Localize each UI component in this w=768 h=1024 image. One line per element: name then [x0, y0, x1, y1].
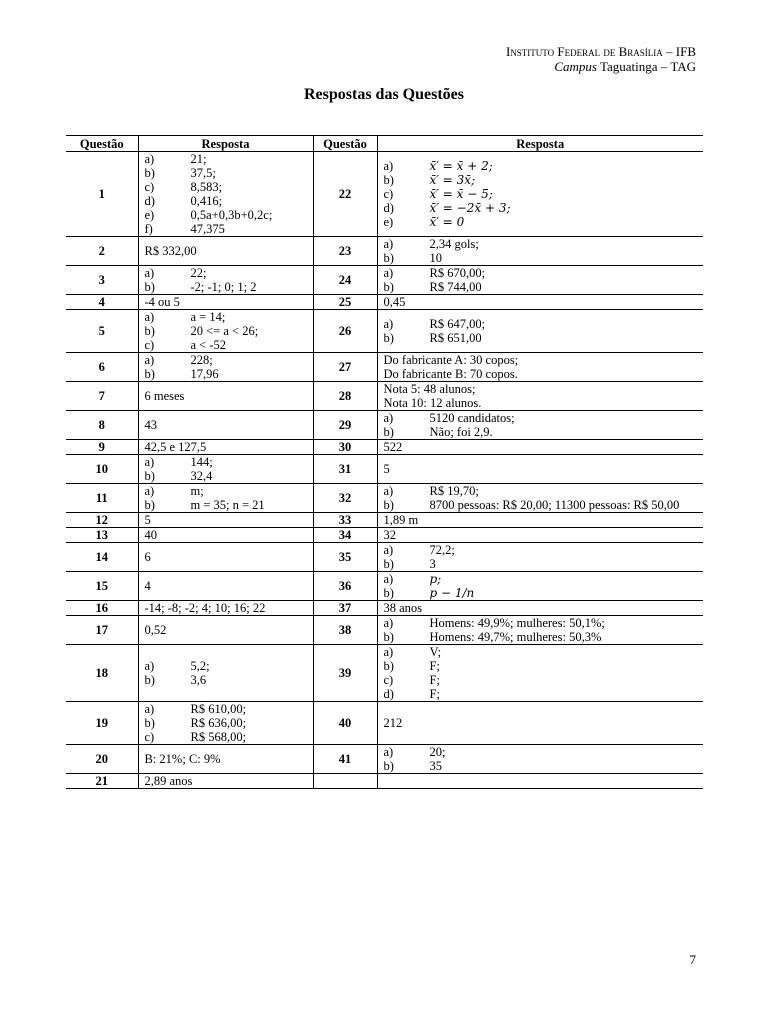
- question-number: 7: [66, 382, 138, 411]
- table-row: [66, 543, 703, 572]
- answer-line: [145, 194, 313, 208]
- answer-line: Do fabricante A: 30 copos;: [383, 353, 519, 367]
- answer-line: [384, 687, 704, 701]
- answer-value: p;: [429, 572, 442, 586]
- answer-value: Homens: 49,7%; mulheres: 50,3%: [429, 630, 602, 644]
- question-number: 32: [313, 484, 377, 513]
- answer-letter: e): [144, 208, 155, 222]
- answer-value: m = 35; n = 21: [190, 498, 265, 512]
- answer-line: [145, 484, 313, 498]
- table-row: [66, 152, 703, 237]
- table-header-row: [66, 136, 703, 152]
- answer-letter: b): [144, 673, 155, 687]
- answer-letter: b): [144, 498, 155, 512]
- question-number: 28: [313, 382, 377, 411]
- answer-letter: b): [383, 331, 394, 345]
- answer-cell: 6 meses: [138, 382, 313, 411]
- answer-line: [145, 166, 313, 180]
- question-number: 38: [313, 616, 377, 645]
- answer-line: Do fabricante B: 70 copos.: [383, 367, 518, 381]
- answer-letter: a): [144, 702, 155, 716]
- answer-cell: 212: [377, 702, 703, 745]
- answer-letter: a): [144, 484, 155, 498]
- answer-letter: c): [383, 187, 394, 201]
- answer-line: [145, 469, 313, 483]
- answer-letter: d): [383, 687, 394, 701]
- answer-letter: b): [144, 166, 155, 180]
- answer-letter: b): [144, 324, 155, 338]
- table-row: [66, 310, 703, 353]
- answer-line: [145, 455, 313, 469]
- page-number: 7: [689, 952, 696, 967]
- answer-cell: [138, 702, 313, 745]
- answer-line: [145, 208, 313, 222]
- answer-cell: 5: [138, 513, 313, 528]
- answer-value: Não; foi 2,9.: [429, 425, 493, 439]
- answer-value: 2,34 gols;: [429, 237, 479, 251]
- answer-cell: [377, 310, 703, 353]
- question-number: 39: [313, 645, 377, 702]
- answer-cell: [377, 152, 703, 237]
- answer-line: [384, 280, 704, 294]
- question-number: 13: [66, 528, 138, 543]
- answer-cell: 6: [138, 543, 313, 572]
- table-row: [66, 455, 703, 484]
- question-number: 27: [313, 353, 377, 382]
- answer-cell: B: 21%; C: 9%: [138, 745, 313, 774]
- answer-letter: a): [383, 484, 394, 498]
- question-number: 17: [66, 616, 138, 645]
- answer-value: 35: [429, 759, 442, 773]
- question-number: 6: [66, 353, 138, 382]
- answer-cell: [377, 572, 703, 601]
- question-number: 35: [313, 543, 377, 572]
- question-number: 19: [66, 702, 138, 745]
- answer-letter: a): [383, 745, 394, 759]
- answer-letter: c): [144, 730, 155, 744]
- question-number: 1: [66, 152, 138, 237]
- answer-value: Homens: 49,9%; mulheres: 50,1%;: [429, 616, 605, 630]
- answer-letter: b): [383, 251, 394, 265]
- answer-cell: [377, 484, 703, 513]
- answer-cell: [377, 382, 703, 411]
- answer-letter: b): [383, 759, 394, 773]
- question-number: 37: [313, 601, 377, 616]
- answer-cell: [138, 353, 313, 382]
- answer-letter: a): [383, 572, 394, 586]
- answer-cell: 42,5 e 127,5: [138, 440, 313, 455]
- table-row: [66, 702, 703, 745]
- answer-cell: -14; -8; -2; 4; 10; 16; 22: [138, 601, 313, 616]
- question-number: 25: [313, 295, 377, 310]
- answer-line: [384, 237, 704, 251]
- answer-cell: [377, 266, 703, 295]
- answer-cell: [138, 484, 313, 513]
- question-number: 40: [313, 702, 377, 745]
- answer-value: 22;: [190, 266, 207, 280]
- answer-cell: [138, 266, 313, 295]
- answer-line: [384, 498, 704, 512]
- answer-line: [145, 659, 313, 673]
- answer-value: 5,2;: [190, 659, 210, 673]
- institution-name: Instituto Federal de Brasília – IFB: [505, 44, 696, 59]
- table-body: [66, 152, 703, 789]
- answer-letter: a): [144, 659, 155, 673]
- answer-value: 5120 candidatos;: [429, 411, 515, 425]
- answer-value: x̄′ = x̄ − 5;: [429, 187, 493, 201]
- answer-line: [384, 557, 704, 571]
- answer-line: Nota 5: 48 alunos;: [383, 382, 476, 396]
- answer-line: [384, 159, 704, 173]
- answer-letter: a): [383, 645, 394, 659]
- answer-cell: 40: [138, 528, 313, 543]
- answer-cell: 522: [377, 440, 703, 455]
- answer-line: [384, 673, 704, 687]
- answer-line: [145, 152, 313, 166]
- answer-letter: a): [383, 616, 394, 630]
- answer-value: x̄′ = 3x̄;: [429, 173, 476, 187]
- question-number: 21: [66, 774, 138, 789]
- answer-value: x̄′ = x̄ + 2;: [429, 159, 493, 173]
- answer-letter: b): [144, 280, 155, 294]
- answer-value: 0,416;: [190, 194, 223, 208]
- answer-letter: a): [383, 266, 394, 280]
- question-number: 34: [313, 528, 377, 543]
- answer-value: 17,96: [190, 367, 219, 381]
- question-number: 36: [313, 572, 377, 601]
- answer-value: x̄′ = 0: [429, 215, 465, 229]
- answer-line: [384, 543, 704, 557]
- question-number: 23: [313, 237, 377, 266]
- table-row: [66, 484, 703, 513]
- answer-line: [384, 586, 704, 600]
- answer-letter: d): [144, 194, 155, 208]
- question-number: 20: [66, 745, 138, 774]
- question-number: 18: [66, 645, 138, 702]
- answer-line: [145, 324, 313, 338]
- answer-letter: b): [383, 557, 394, 571]
- answer-cell: R$ 332,00: [138, 237, 313, 266]
- answer-line: [145, 367, 313, 381]
- answer-cell: 4: [138, 572, 313, 601]
- answer-line: [384, 645, 704, 659]
- answer-value: p − 1/n: [429, 586, 475, 600]
- answer-value: R$ 610,00;: [190, 702, 247, 716]
- campus-name: Taguatinga – TAG: [596, 59, 696, 74]
- answer-line: [145, 266, 313, 280]
- answer-line: [384, 745, 704, 759]
- answer-letter: b): [383, 173, 394, 187]
- question-number: 15: [66, 572, 138, 601]
- question-number: 30: [313, 440, 377, 455]
- answer-line: [145, 730, 313, 744]
- answer-cell: [138, 310, 313, 353]
- question-number: 11: [66, 484, 138, 513]
- answer-value: 32,4: [190, 469, 213, 483]
- answer-value: F;: [429, 687, 440, 701]
- answer-letter: b): [383, 425, 394, 439]
- answer-value: R$ 636,00;: [190, 716, 247, 730]
- answer-line: [384, 266, 704, 280]
- question-number: 22: [313, 152, 377, 237]
- header-questao-2: Questão: [313, 136, 377, 152]
- answer-value: F;: [429, 673, 440, 687]
- answer-line: [145, 310, 313, 324]
- question-number: 4: [66, 295, 138, 310]
- answer-value: R$ 651,00: [429, 331, 482, 345]
- table-row: [66, 266, 703, 295]
- answer-value: 8700 pessoas: R$ 20,00; 11300 pessoas: R$ 50,00: [429, 498, 680, 512]
- question-number: 24: [313, 266, 377, 295]
- question-number: 2: [66, 237, 138, 266]
- answer-value: 228;: [190, 353, 213, 367]
- answer-line: [145, 338, 313, 352]
- answer-letter: c): [144, 338, 155, 352]
- answer-line: [145, 222, 313, 236]
- table-row: [66, 440, 703, 455]
- answer-line: [384, 484, 704, 498]
- answer-cell: [377, 774, 703, 789]
- table-row: [66, 745, 703, 774]
- answer-value: R$ 670,00;: [429, 266, 486, 280]
- answers-table: [66, 135, 703, 789]
- answer-line: [384, 173, 704, 187]
- header-resposta-1: Resposta: [138, 136, 313, 152]
- answer-value: 0,5a+0,3b+0,2c;: [190, 208, 273, 222]
- answer-cell: [377, 616, 703, 645]
- answer-value: 37,5;: [190, 166, 216, 180]
- question-number: 3: [66, 266, 138, 295]
- question-number: [313, 774, 377, 789]
- question-number: 16: [66, 601, 138, 616]
- page-title: Respostas das Questões: [303, 86, 464, 103]
- answer-letter: a): [144, 152, 155, 166]
- answer-value: R$ 744,00: [429, 280, 482, 294]
- answer-cell: 2,89 anos: [138, 774, 313, 789]
- answer-letter: a): [144, 353, 155, 367]
- answer-cell: 1,89 m: [377, 513, 703, 528]
- answer-letter: a): [383, 317, 394, 331]
- answer-cell: 5: [377, 455, 703, 484]
- answer-cell: [377, 543, 703, 572]
- answer-letter: b): [144, 367, 155, 381]
- answer-cell: 43: [138, 411, 313, 440]
- answer-line: [384, 215, 704, 229]
- question-number: 33: [313, 513, 377, 528]
- question-number: 5: [66, 310, 138, 353]
- answer-value: F;: [429, 659, 440, 673]
- question-number: 41: [313, 745, 377, 774]
- answer-value: x̄′ = −2x̄ + 3;: [429, 201, 511, 215]
- answer-cell: [377, 353, 703, 382]
- answer-line: [384, 572, 704, 586]
- answer-letter: b): [144, 469, 155, 483]
- answer-cell: [377, 411, 703, 440]
- campus-line: [506, 59, 696, 74]
- table-row: [66, 601, 703, 616]
- answer-letter: d): [383, 201, 394, 215]
- answer-value: 47,375: [190, 222, 225, 236]
- answer-value: 3: [429, 557, 436, 571]
- answer-letter: a): [383, 159, 394, 173]
- table-row: [66, 411, 703, 440]
- table-row: [66, 237, 703, 266]
- question-number: 26: [313, 310, 377, 353]
- answer-value: m;: [190, 484, 204, 498]
- question-number: 29: [313, 411, 377, 440]
- answer-letter: f): [144, 222, 153, 236]
- answer-line: [145, 673, 313, 687]
- question-number: 9: [66, 440, 138, 455]
- question-number: 14: [66, 543, 138, 572]
- page-header: [506, 44, 696, 74]
- answer-letter: b): [383, 630, 394, 644]
- table-row: [66, 528, 703, 543]
- table-row: [66, 382, 703, 411]
- answer-line: [384, 616, 704, 630]
- table-row: [66, 353, 703, 382]
- answer-letter: c): [383, 673, 394, 687]
- answer-line: [145, 498, 313, 512]
- question-number: 12: [66, 513, 138, 528]
- question-number: 8: [66, 411, 138, 440]
- answer-cell: 0,45: [377, 295, 703, 310]
- answer-line: [384, 187, 704, 201]
- answer-value: R$ 647,00;: [429, 317, 486, 331]
- answer-letter: a): [383, 411, 394, 425]
- answer-letter: b): [383, 280, 394, 294]
- table-row: [66, 572, 703, 601]
- answer-cell: [377, 645, 703, 702]
- answer-letter: b): [383, 586, 394, 600]
- answer-line: [384, 425, 704, 439]
- table-row: [66, 295, 703, 310]
- answer-cell: [138, 152, 313, 237]
- answer-cell: 38 anos: [377, 601, 703, 616]
- answer-letter: b): [144, 716, 155, 730]
- answer-letter: a): [144, 310, 155, 324]
- answer-value: R$ 568,00;: [190, 730, 247, 744]
- answer-line: [384, 201, 704, 215]
- answer-value: 8,583;: [190, 180, 223, 194]
- answer-letter: a): [383, 543, 394, 557]
- answer-value: 10: [429, 251, 442, 265]
- answer-line: [384, 317, 704, 331]
- answer-line: [145, 716, 313, 730]
- answer-line: [145, 180, 313, 194]
- answer-line: [145, 702, 313, 716]
- table-row: [66, 645, 703, 702]
- answer-letter: c): [144, 180, 155, 194]
- answer-line: [145, 280, 313, 294]
- answer-value: 144;: [190, 455, 213, 469]
- answer-value: a < -52: [190, 338, 227, 352]
- answer-value: 3,6: [190, 673, 207, 687]
- answer-letter: e): [383, 215, 394, 229]
- answer-value: a = 14;: [190, 310, 226, 324]
- answer-letter: b): [383, 498, 394, 512]
- answer-letter: a): [144, 455, 155, 469]
- answer-line: [384, 411, 704, 425]
- table-row: [66, 616, 703, 645]
- answer-value: 72,2;: [429, 543, 455, 557]
- header-questao-1: Questão: [66, 136, 138, 152]
- answer-cell: 0,52: [138, 616, 313, 645]
- answer-cell: [138, 455, 313, 484]
- answer-line: [384, 659, 704, 673]
- answer-line: [384, 759, 704, 773]
- answer-value: R$ 19,70;: [429, 484, 479, 498]
- header-resposta-2: Resposta: [377, 136, 703, 152]
- answer-letter: b): [383, 659, 394, 673]
- table-row: [66, 513, 703, 528]
- answer-line: Nota 10: 12 alunos.: [383, 396, 482, 410]
- answer-cell: [377, 745, 703, 774]
- answer-cell: -4 ou 5: [138, 295, 313, 310]
- answer-cell: 32: [377, 528, 703, 543]
- answer-value: 20;: [429, 745, 446, 759]
- answer-letter: a): [383, 237, 394, 251]
- answer-line: [145, 353, 313, 367]
- answer-value: V;: [429, 645, 442, 659]
- answer-cell: [377, 237, 703, 266]
- answer-value: 20 <= a < 26;: [190, 324, 259, 338]
- answer-line: [384, 331, 704, 345]
- question-number: 31: [313, 455, 377, 484]
- campus-word: Campus: [554, 59, 597, 74]
- answer-value: 21;: [190, 152, 207, 166]
- question-number: 10: [66, 455, 138, 484]
- answer-letter: a): [144, 266, 155, 280]
- answer-cell: [138, 645, 313, 702]
- answer-line: [384, 251, 704, 265]
- answer-line: [384, 630, 704, 644]
- table-row: [66, 774, 703, 789]
- answer-value: -2; -1; 0; 1; 2: [190, 280, 257, 294]
